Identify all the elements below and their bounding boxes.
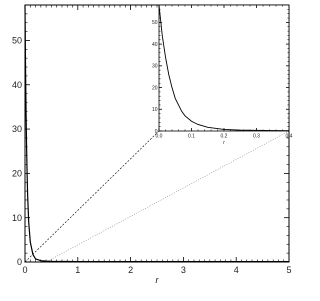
main-x-axis-label: r — [155, 275, 159, 285]
inset-x-tick-label: 0.4 — [285, 133, 293, 140]
main-x-tick-label: 5 — [286, 265, 292, 275]
main-y-tick-label: 30 — [11, 124, 22, 135]
main-y-tick-label: 20 — [11, 168, 22, 179]
main-y-tick-label: 0 — [16, 257, 22, 268]
inset-y-tick-label: 10 — [151, 107, 158, 114]
main-x-tick-label: 2 — [128, 265, 134, 275]
main-y-tick-label: 40 — [11, 79, 22, 90]
inset-x-axis-label: r — [223, 140, 225, 146]
inset-background — [159, 5, 289, 131]
main-y-tick-label: 50 — [11, 35, 22, 46]
main-x-tick-label: 0 — [22, 265, 28, 275]
inset-x-tick-label: 0.2 — [220, 133, 228, 140]
inset-y-tick-label: 20 — [151, 85, 158, 92]
main-x-tick-label: 1 — [75, 265, 81, 275]
inset-y-tick-label: 30 — [151, 63, 158, 70]
zoom-connector-line-left — [25, 128, 159, 262]
inset-x-tick-label: 0.1 — [188, 133, 195, 140]
inset-y-tick-label: 0 — [154, 128, 158, 135]
main-x-tick-label: 4 — [233, 265, 239, 275]
inset-y-tick-label: 50 — [151, 20, 158, 27]
inset-x-tick-label: 0.0 — [155, 133, 163, 140]
zoom-connector-line-right — [46, 128, 289, 262]
inset-x-tick-label: 0.3 — [253, 133, 260, 140]
inset-y-tick-label: 40 — [151, 41, 158, 48]
zoom-connector-lines — [25, 128, 289, 262]
main-y-tick-label: 10 — [11, 212, 22, 223]
inset-plot — [152, 5, 293, 146]
main-x-tick-label: 3 — [180, 265, 186, 275]
